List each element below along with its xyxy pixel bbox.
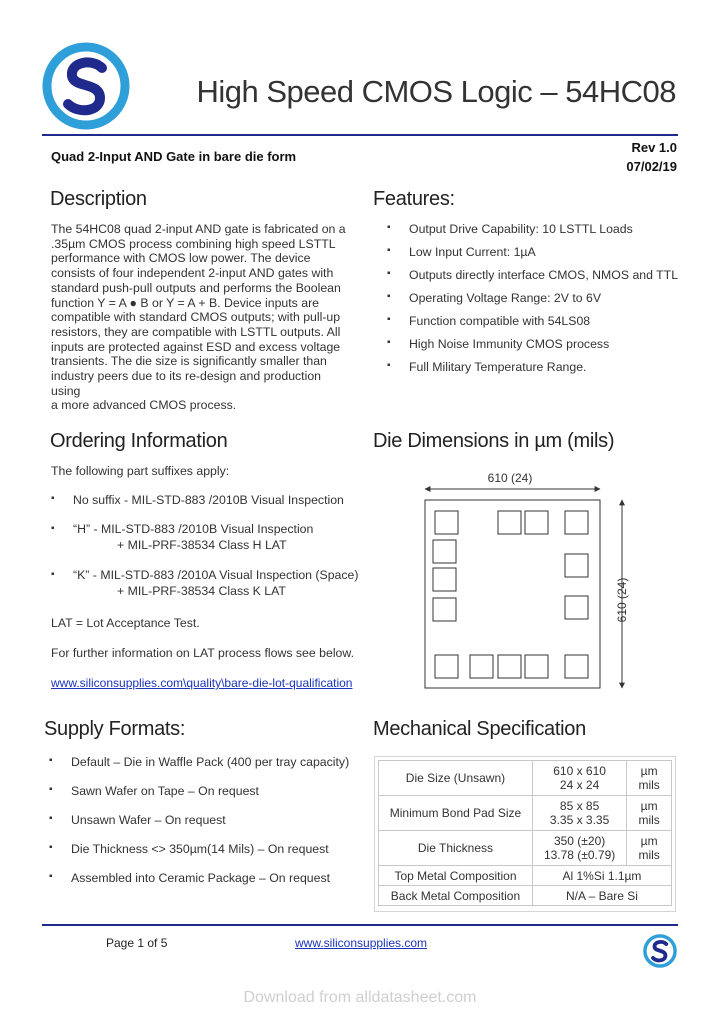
- ordering-list: [51, 493, 371, 599]
- description-line: consists of four independent 2-input AND gates with: [51, 266, 334, 281]
- mechanical-spec-heading: Mechanical Specification: [373, 718, 586, 740]
- description-line: standard push-pull outputs and performs the Boolean: [51, 280, 341, 295]
- spec-label: Die Size (Unsawn): [379, 761, 533, 796]
- feature-item: ▪ Low Input Current: 1µA: [387, 245, 687, 259]
- bond-pad: [565, 511, 588, 534]
- footer-rule: [42, 924, 678, 926]
- lat-qualification-link[interactable]: www.siliconsupplies.com\quality\bare-die-lot-qualification: [51, 676, 353, 690]
- table-row: [379, 866, 672, 886]
- spec-unit: µm mils: [627, 831, 672, 866]
- company-logo: [42, 42, 130, 130]
- bond-pad: [435, 655, 458, 678]
- mechanical-spec-table: [378, 760, 672, 906]
- bond-pad: [525, 655, 548, 678]
- spec-value: N/A – Bare Si: [532, 886, 671, 906]
- bond-pad: [470, 655, 493, 678]
- features-heading: Features:: [373, 188, 455, 210]
- description-line: inputs are protected against ESD and excess voltage: [51, 339, 341, 354]
- table-row: [379, 831, 672, 866]
- feature-item: ▪ Output Drive Capability: 10 LSTTL Loads: [387, 222, 687, 236]
- feature-item: ▪ Operating Voltage Range: 2V to 6V: [387, 291, 687, 305]
- bond-pad: [433, 598, 456, 621]
- description-line: compatible with standard CMOS outputs; with pull-up: [51, 310, 341, 325]
- spec-label: Top Metal Composition: [379, 866, 533, 886]
- supply-item: ▪ Assembled into Ceramic Package – On request: [49, 871, 369, 885]
- ordering-item: [51, 567, 371, 599]
- page-number: Page 1 of 5: [106, 936, 168, 950]
- ordering-item-line: ▪ “H” - MIL-STD-883 /2010B Visual Inspection: [73, 522, 314, 536]
- supply-item: ▪ Sawn Wafer on Tape – On request: [49, 784, 369, 798]
- feature-item: ▪ Full Military Temperature Range.: [387, 360, 687, 374]
- spec-unit: µm mils: [627, 796, 672, 831]
- ordering-heading: Ordering Information: [50, 430, 228, 452]
- ordering-item: [51, 521, 371, 553]
- document-subtitle: Quad 2-Input AND Gate in bare die form: [51, 149, 297, 164]
- spec-label: Minimum Bond Pad Size: [379, 796, 533, 831]
- description-line: industry peers due to its re-design and production using: [51, 369, 322, 398]
- bond-pad: [498, 655, 521, 678]
- bond-pad: [565, 554, 588, 577]
- die-width-label: 610 (24): [487, 471, 533, 485]
- bond-pad: [525, 511, 548, 534]
- supply-item: ▪ Unsawn Wafer – On request: [49, 813, 369, 827]
- lat-note: LAT = Lot Acceptance Test.: [51, 616, 200, 630]
- mechanical-spec-frame: [374, 756, 676, 912]
- bond-pad: [433, 568, 456, 591]
- ordering-item-line: ▪ No suffix - MIL-STD-883 /2010B Visual Inspection: [73, 493, 344, 507]
- die-diagram: [400, 466, 640, 698]
- description-line: .35µm CMOS process combining high speed LSTTL: [51, 236, 336, 251]
- revision-date: 07/02/19: [626, 159, 677, 174]
- spec-value: 85 x 85 3.35 x 3.35: [532, 796, 626, 831]
- supply-item: ▪ Die Thickness <> 350µm(14 Mils) – On request: [49, 842, 369, 856]
- description-text: [51, 222, 351, 413]
- die-height-label: 610 (24): [615, 577, 629, 623]
- feature-item: ▪ Outputs directly interface CMOS, NMOS and TTL: [387, 268, 687, 282]
- spec-value: 610 x 610 24 x 24: [532, 761, 626, 796]
- supply-formats-heading: Supply Formats:: [44, 718, 186, 740]
- feature-item: ▪ High Noise Immunity CMOS process: [387, 337, 687, 351]
- ordering-item-line: ▪ “K” - MIL-STD-883 /2010A Visual Inspection (Space): [73, 568, 359, 582]
- table-row: [379, 796, 672, 831]
- features-list: [387, 222, 687, 374]
- revision-block: [560, 138, 677, 176]
- die-dimensions-heading: Die Dimensions in µm (mils): [373, 430, 615, 452]
- spec-value: Al 1%Si 1.1µm: [532, 866, 671, 886]
- ordering-item-line: + MIL-PRF-38534 Class K LAT: [117, 584, 286, 598]
- watermark: Download from alldatasheet.com: [243, 989, 477, 1006]
- spec-label: Back Metal Composition: [379, 886, 533, 906]
- supply-item: ▪ Default – Die in Waffle Pack (400 per tray capacity): [49, 755, 369, 769]
- bond-pad: [433, 540, 456, 563]
- bond-pad: [498, 511, 521, 534]
- spec-value: 350 (±20) 13.78 (±0.79): [532, 831, 626, 866]
- spec-unit: µm mils: [627, 761, 672, 796]
- revision: Rev 1.0: [631, 140, 677, 155]
- ordering-intro: The following part suffixes apply:: [51, 464, 230, 478]
- description-heading: Description: [50, 188, 147, 210]
- table-row: [379, 886, 672, 906]
- header-rule: [42, 134, 678, 136]
- website-link[interactable]: www.siliconsupplies.com: [295, 936, 428, 950]
- description-line: a more advanced CMOS process.: [51, 398, 237, 413]
- bond-pad: [565, 655, 588, 678]
- description-line: The 54HC08 quad 2-input AND gate is fabricated on a: [51, 222, 346, 236]
- ordering-item-line: + MIL-PRF-38534 Class H LAT: [117, 538, 287, 552]
- ordering-item: [51, 493, 371, 507]
- supply-formats-list: [49, 755, 369, 885]
- document-title: High Speed CMOS Logic – 54HC08: [196, 74, 676, 109]
- bond-pad: [435, 511, 458, 534]
- lat-further-info: For further information on LAT process flows see below.: [51, 646, 355, 660]
- description-line: function Y = A ● B or Y = A + B. Device inputs are: [51, 295, 320, 310]
- table-row: [379, 761, 672, 796]
- description-line: resistors, they are compatible with LSTTL outputs. All: [51, 324, 341, 339]
- bond-pad: [565, 596, 588, 619]
- spec-label: Die Thickness: [379, 831, 533, 866]
- footer-logo: [643, 934, 677, 968]
- description-line: transients. The die size is significantly smaller than: [51, 354, 327, 369]
- description-line: performance with CMOS low power. The device: [51, 251, 311, 266]
- feature-item: ▪ Function compatible with 54LS08: [387, 314, 687, 328]
